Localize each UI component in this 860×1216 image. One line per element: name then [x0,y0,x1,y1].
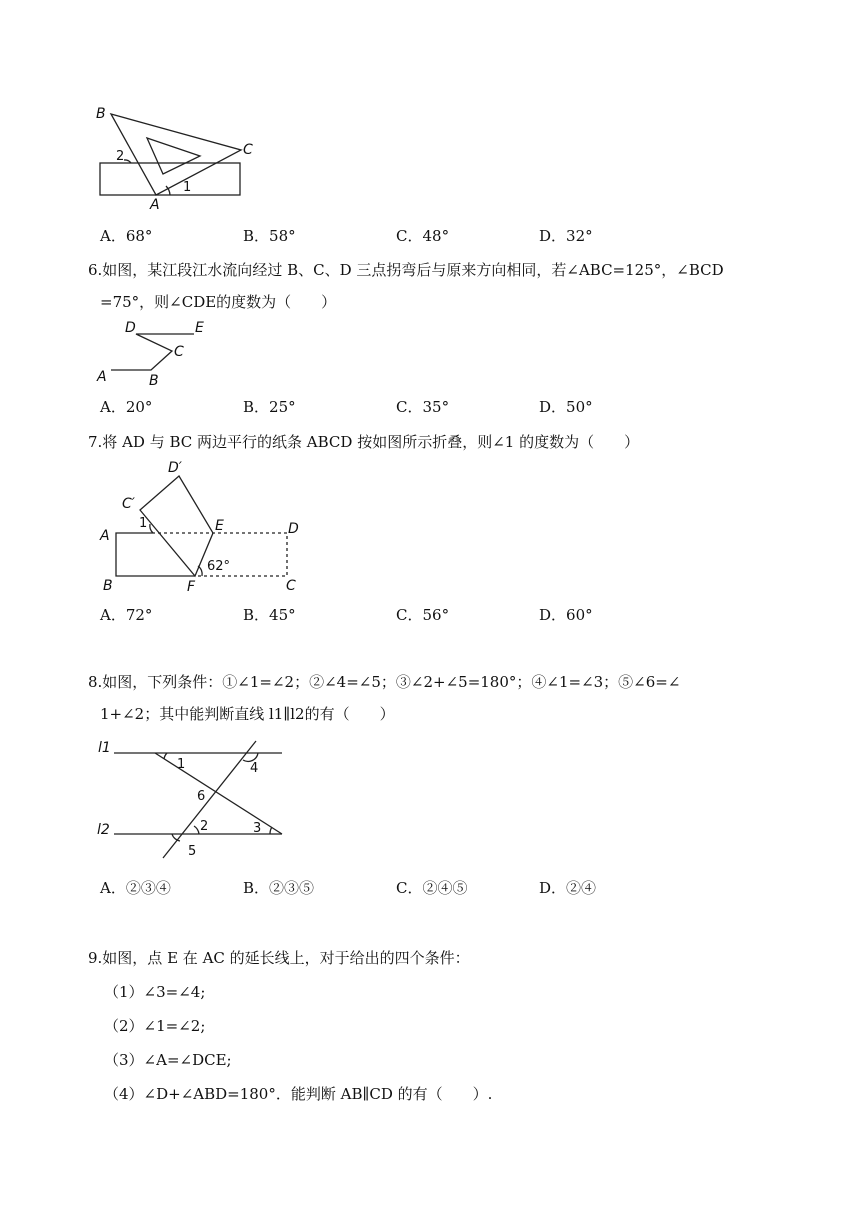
q9-condition-4: （4）∠D+∠ABD=180°．能判断 AB∥CD 的有（ ）. [104,1085,493,1103]
q5-label-2: 2 [116,149,125,164]
q5-option-c[interactable]: C．48° [396,227,450,245]
q6-label-e: E [195,320,204,336]
q8-option-a[interactable]: A．②③④ [100,879,171,897]
q8-label-l2: l2 [97,822,110,838]
q7-label-c-prime: C′ [122,496,135,512]
q7-stem-line-1: 7.将 AD 与 BC 两边平行的纸条 ABCD 按如图所示折叠，则∠1 的度数为（ ） [88,433,640,451]
q5-label-1: 1 [183,180,192,195]
q5-label-c: C [243,142,253,158]
q8-angle-1-arc [164,753,167,759]
q7-label-a: A [100,528,110,544]
q7-label-1: 1 [139,516,148,531]
q7-label-62: 62° [207,559,231,574]
q8-stem-line-1: 8.如图，下列条件：①∠1=∠2；②∠4=∠5；③∠2+∠5=180°；④∠1=∠3；⑤∠6=∠ [88,673,681,691]
q6-stem-line-1: 6.如图，某江段江水流向经过 B、C、D 三点拐弯后与原来方向相同，若∠ABC=125°，∠BCD [88,261,724,279]
q5-label-a: A [150,197,160,213]
q8-label-4: 4 [250,761,259,776]
q6-option-d[interactable]: D．50° [539,398,593,416]
q8-label-1: 1 [177,757,186,772]
q8-option-d[interactable]: D．②④ [539,879,597,897]
q6-label-b: B [149,373,159,389]
q7-label-e: E [215,518,224,534]
q8-angle-2-arc [194,826,199,834]
q8-label-l1: l1 [98,740,111,756]
q8-label-6: 6 [197,789,206,804]
q7-label-d-prime: D′ [168,460,182,476]
q7-option-c[interactable]: C．56° [396,606,450,624]
q5-option-d[interactable]: D．32° [539,227,593,245]
q7-label-c: C [286,578,296,594]
q6-label-c: C [174,344,184,360]
q7-label-f: F [187,579,196,595]
q8-label-3: 3 [253,821,262,836]
q8-angle-3-arc [270,827,272,834]
q5-label-b: B [96,106,106,122]
q5-option-a[interactable]: A．68° [100,227,153,245]
q6-label-a: A [97,369,107,385]
q8-stem-line-2: 1+∠2；其中能判断直线 l1∥l2的有（ ） [100,705,395,723]
q8-transversal-1 [155,753,282,834]
q6-option-c[interactable]: C．35° [396,398,450,416]
q6-option-b[interactable]: B．25° [243,398,296,416]
q8-label-2: 2 [200,819,209,834]
q7-option-b[interactable]: B．45° [243,606,296,624]
q9-condition-2: （2）∠1=∠2; [104,1017,206,1035]
q9-stem-line-1: 9.如图，点 E 在 AC 的延长线上，对于给出的四个条件： [88,949,470,967]
q7-option-d[interactable]: D．60° [539,606,593,624]
q9-condition-1: （1）∠3=∠4; [104,983,206,1001]
q6-label-d: D [125,320,136,336]
q8-label-5: 5 [188,844,197,859]
q6-stem-line-2: =75°，则∠CDE的度数为（ ） [100,293,337,311]
q7-label-d: D [288,521,299,537]
q8-option-b[interactable]: B．②③⑤ [243,879,315,897]
q7-option-a[interactable]: A．72° [100,606,153,624]
q5-option-b[interactable]: B．58° [243,227,296,245]
q8-option-c[interactable]: C．②④⑤ [396,879,468,897]
q6-option-a[interactable]: A．20° [100,398,153,416]
q7-label-b: B [103,578,113,594]
q9-condition-3: （3）∠A=∠DCE; [104,1051,232,1069]
